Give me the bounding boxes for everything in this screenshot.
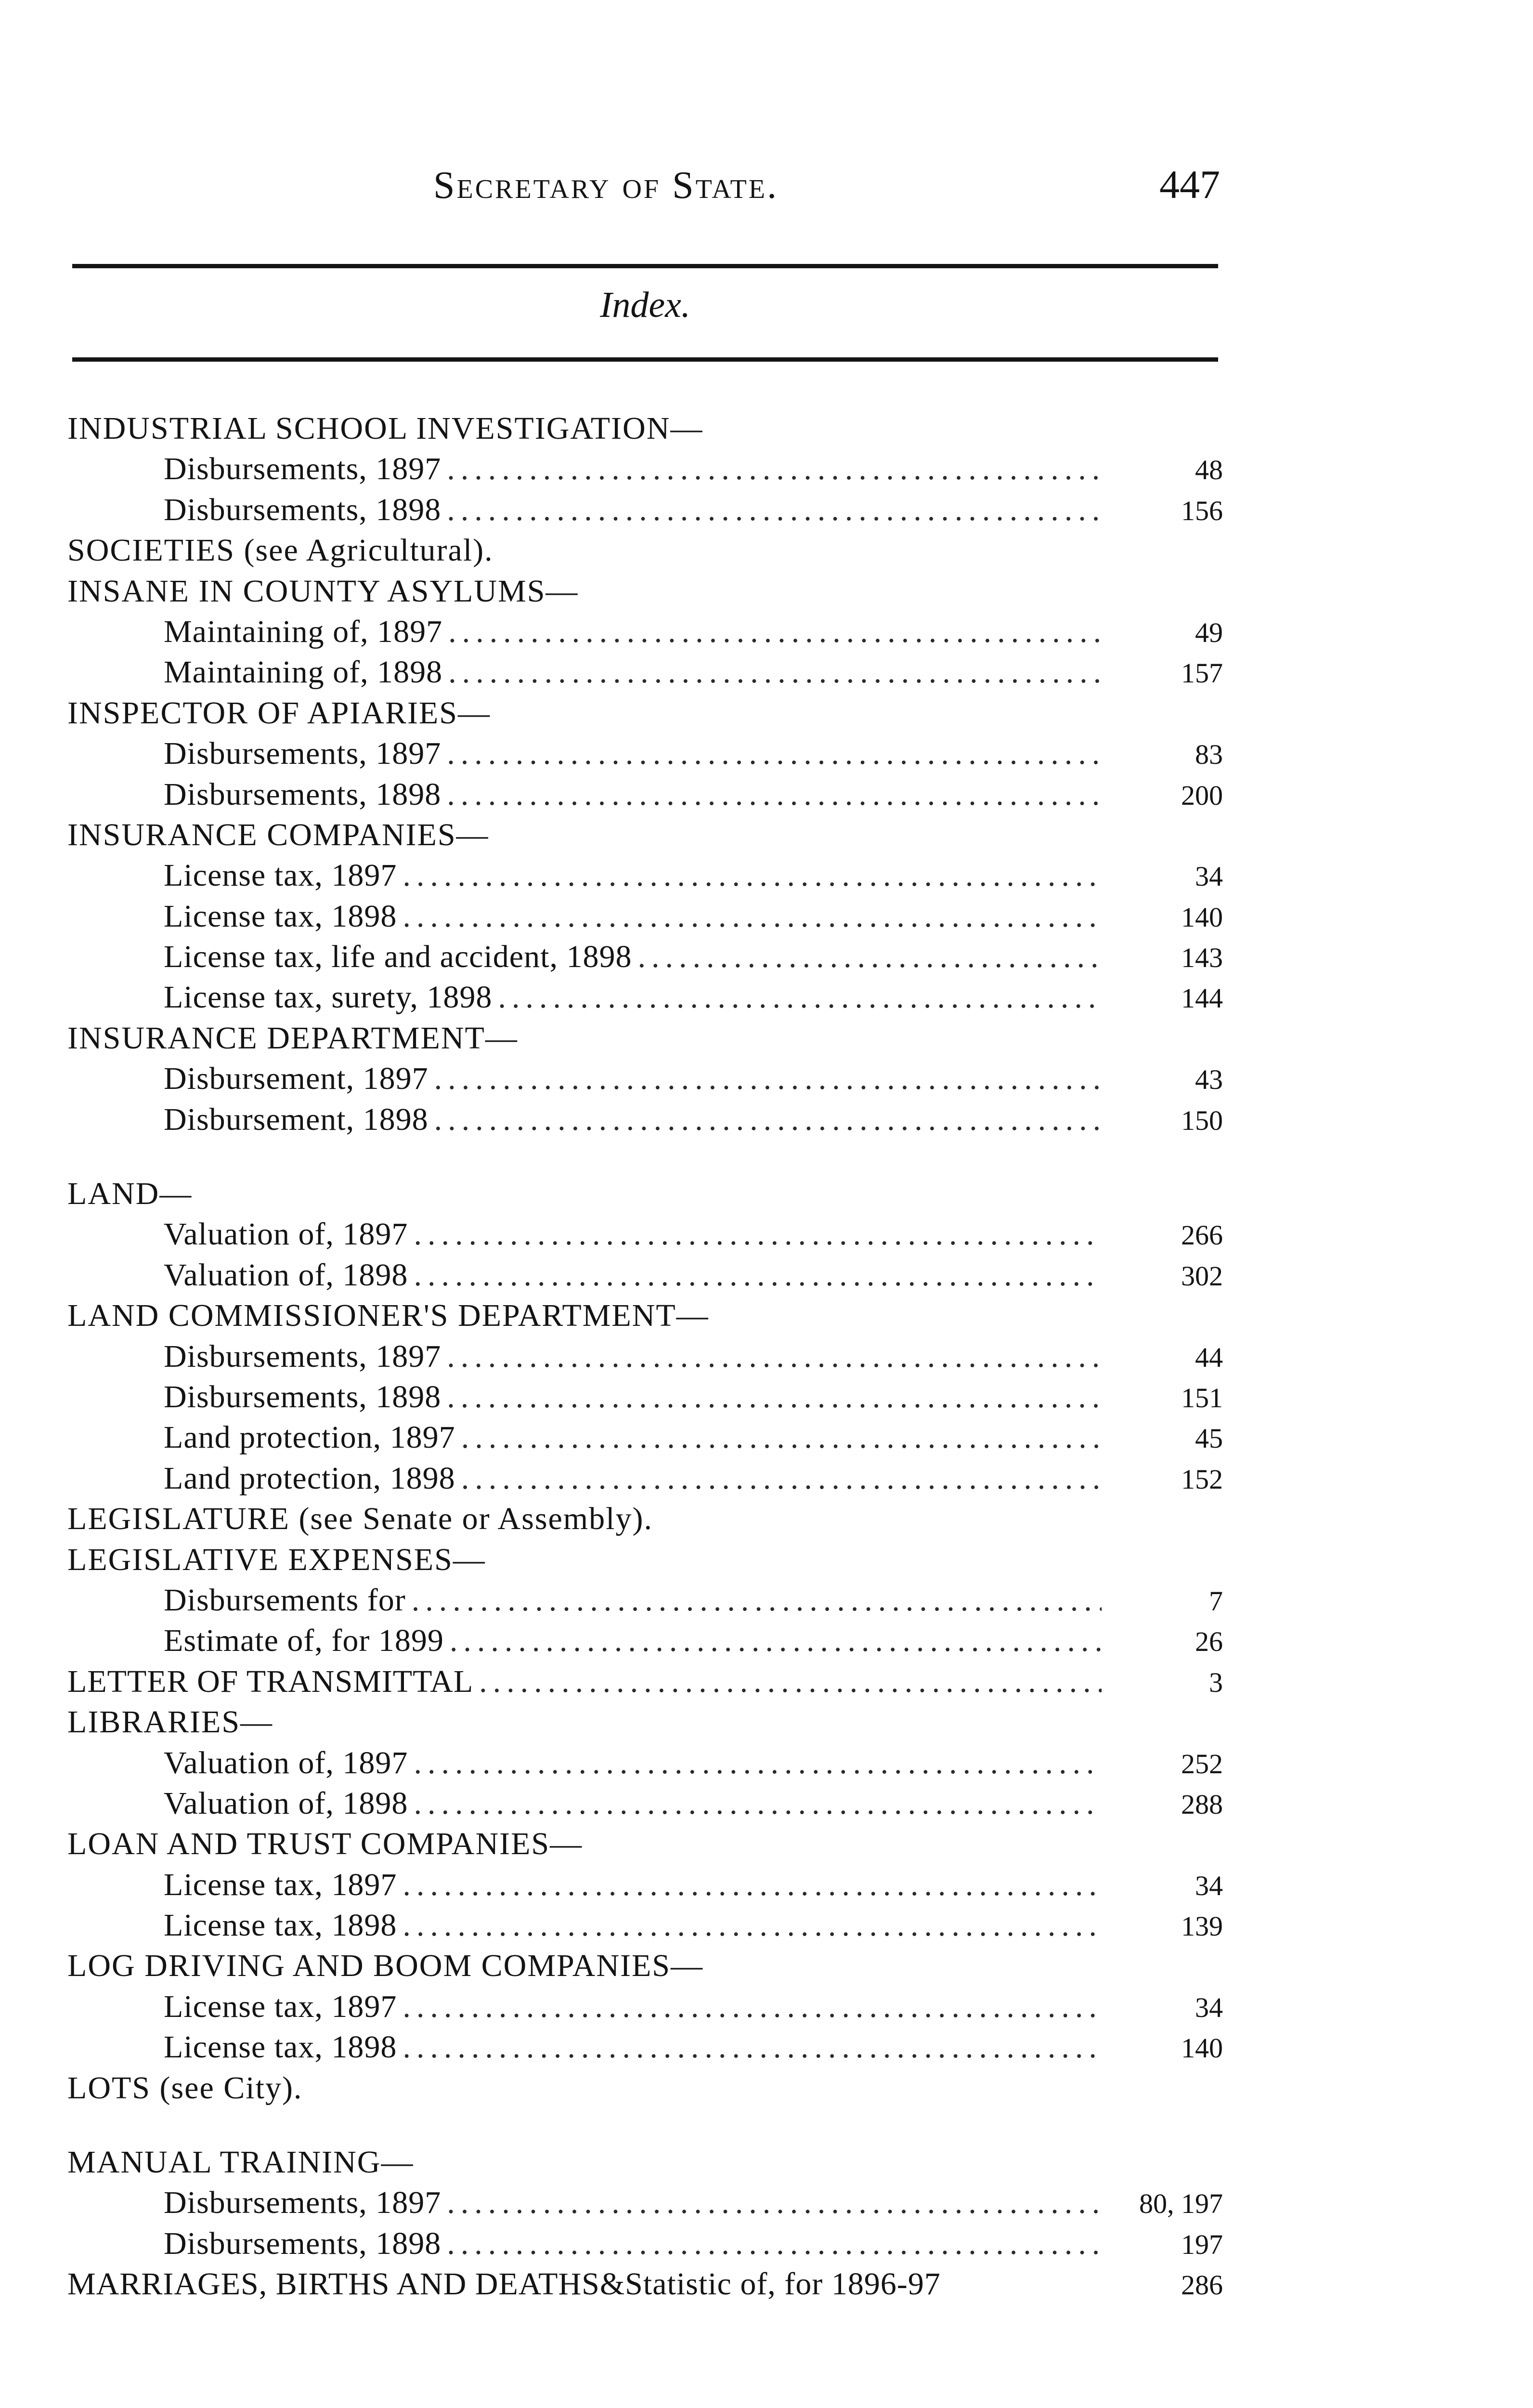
index-heading-entry bbox=[67, 2264, 1223, 2304]
index-heading: LEGISLATIVE EXPENSES— bbox=[67, 1542, 486, 1577]
index-entry bbox=[67, 1783, 1223, 1824]
index-entry-label: Estimate of, for 1899 bbox=[164, 1623, 444, 1659]
index-entry bbox=[67, 1336, 1223, 1377]
index-heading: LIBRARIES— bbox=[67, 1704, 273, 1740]
index-entry-pages: 140 bbox=[1181, 2032, 1223, 2064]
index-entry-label: Disbursements, 1898 bbox=[164, 2225, 442, 2261]
index-entry bbox=[67, 1099, 1223, 1140]
index-entry-pages: 83 bbox=[1195, 739, 1223, 771]
index-entry-pages: 34 bbox=[1195, 1991, 1223, 2023]
index-entry-pages: 26 bbox=[1195, 1626, 1223, 1658]
index-entry-pages: 44 bbox=[1195, 1341, 1223, 1373]
index-entry-label: Disbursement, 1898 bbox=[164, 1101, 429, 1137]
dot-leader bbox=[461, 1417, 1102, 1458]
index-heading: LOTS (see City). bbox=[67, 2070, 303, 2106]
dot-leader bbox=[637, 937, 1102, 977]
index-entry-pages: 152 bbox=[1181, 1463, 1223, 1495]
index-entry bbox=[67, 855, 1223, 896]
index-entry bbox=[67, 2183, 1223, 2223]
index-entry-pages: 45 bbox=[1195, 1423, 1223, 1454]
index-entry-pages: 200 bbox=[1181, 779, 1223, 811]
index-entry bbox=[67, 1865, 1223, 1905]
dot-leader bbox=[447, 733, 1102, 774]
index-entry bbox=[67, 1255, 1223, 1296]
dot-leader bbox=[434, 1099, 1102, 1140]
dot-leader bbox=[414, 1214, 1102, 1255]
section-title: Index. bbox=[600, 285, 690, 325]
index-entry-pages: 43 bbox=[1195, 1064, 1223, 1096]
dot-leader bbox=[403, 2027, 1102, 2068]
page-number: 447 bbox=[1159, 162, 1220, 207]
index-entry-pages: 80, 197 bbox=[1139, 2188, 1223, 2220]
index-heading: LAND— bbox=[67, 1176, 193, 1212]
index-heading: INDUSTRIAL SCHOOL INVESTIGATION— bbox=[67, 411, 703, 446]
index-entry-label: License tax, 1898 bbox=[164, 898, 397, 934]
dot-leader bbox=[450, 1621, 1102, 1661]
dot-leader bbox=[403, 896, 1102, 937]
index-spacer bbox=[67, 2108, 1223, 2142]
index-entry-pages: 144 bbox=[1181, 982, 1223, 1014]
index-entry-label: Maintaining of, 1898 bbox=[164, 654, 443, 690]
index-entry-pages: 140 bbox=[1181, 901, 1223, 933]
index-entry-pages: 7 bbox=[1209, 1585, 1223, 1617]
dot-leader bbox=[403, 855, 1102, 896]
index-entry bbox=[67, 1621, 1223, 1661]
index-entry-label: License tax, 1898 bbox=[164, 1908, 397, 1943]
index-entry-pages: 139 bbox=[1181, 1911, 1223, 1942]
dot-leader bbox=[447, 2224, 1102, 2264]
index-entry-pages: 288 bbox=[1181, 1788, 1223, 1820]
index-entry-pages: 157 bbox=[1181, 657, 1223, 689]
dot-leader bbox=[461, 1458, 1102, 1499]
dot-leader bbox=[447, 490, 1102, 530]
index-heading: INSURANCE DEPARTMENT— bbox=[67, 1020, 518, 1056]
index-entry-pages: 197 bbox=[1181, 2228, 1223, 2260]
dot-leader bbox=[447, 774, 1102, 815]
index-heading-entry bbox=[67, 1662, 1223, 1702]
dot-leader bbox=[434, 1059, 1102, 1099]
index-entry bbox=[67, 977, 1223, 1018]
dot-leader bbox=[414, 1743, 1102, 1783]
index-entry-pages: 143 bbox=[1181, 942, 1223, 974]
dot-leader bbox=[498, 977, 1102, 1018]
index-entry-label: Disbursements, 1897 bbox=[164, 1338, 442, 1374]
index-entry-pages: 156 bbox=[1181, 495, 1223, 526]
index-entry bbox=[67, 1458, 1223, 1499]
index-entry-label: License tax, 1897 bbox=[164, 858, 397, 893]
index-entry-label: Disbursements, 1897 bbox=[164, 2185, 442, 2221]
index-entry bbox=[67, 449, 1223, 489]
index-entry bbox=[67, 1905, 1223, 1946]
index-entry bbox=[67, 1743, 1223, 1783]
index-entry-label: Disbursements, 1898 bbox=[164, 776, 442, 812]
index-entry-label: Land protection, 1897 bbox=[164, 1420, 455, 1455]
index-entry-pages: 151 bbox=[1181, 1382, 1223, 1413]
index-entry bbox=[67, 1580, 1223, 1621]
index-heading: LOAN AND TRUST COMPANIES— bbox=[67, 1826, 583, 1862]
index-entry bbox=[67, 612, 1223, 652]
dot-leader bbox=[447, 1377, 1102, 1417]
index-entry-label: License tax, life and accident, 1898 bbox=[164, 939, 632, 975]
index-entry-label: License tax, 1897 bbox=[164, 1867, 397, 1902]
index-entry-pages: 49 bbox=[1195, 616, 1223, 648]
index-entry bbox=[67, 2027, 1223, 2068]
bottom-rule bbox=[72, 357, 1218, 362]
dot-leader bbox=[414, 1255, 1102, 1296]
running-title-part1: Secretary bbox=[433, 164, 611, 207]
index-entry-label: Valuation of, 1898 bbox=[164, 1257, 408, 1293]
dot-leader bbox=[414, 1783, 1102, 1824]
index-heading: LAND COMMISSIONER'S DEPARTMENT— bbox=[67, 1298, 709, 1334]
index-heading: LEGISLATURE (see Senate or Assembly). bbox=[67, 1501, 653, 1537]
index-heading: LOG DRIVING AND BOOM COMPANIES— bbox=[67, 1948, 703, 1984]
running-head bbox=[433, 164, 779, 208]
index-entry-label: Disbursements, 1898 bbox=[164, 1379, 442, 1414]
running-title-of: of bbox=[622, 164, 661, 207]
dot-leader bbox=[403, 1865, 1102, 1905]
dot-leader bbox=[448, 612, 1102, 652]
index-entry-label: Valuation of, 1897 bbox=[164, 1217, 408, 1252]
index-entry-label: Maintaining of, 1897 bbox=[164, 614, 443, 649]
index-entry bbox=[67, 1417, 1223, 1458]
index-entry bbox=[67, 490, 1223, 530]
index-entry-pages: 34 bbox=[1195, 861, 1223, 892]
dot-leader bbox=[447, 1336, 1102, 1377]
index-entry-pages: 286 bbox=[1181, 2269, 1223, 2301]
index-spacer bbox=[67, 1140, 1223, 1174]
index-entry bbox=[67, 896, 1223, 937]
index-entry bbox=[67, 1377, 1223, 1417]
dot-leader bbox=[447, 2183, 1102, 2223]
index-entry-pages: 48 bbox=[1195, 454, 1223, 486]
index-entry-label: Disbursements, 1898 bbox=[164, 492, 442, 527]
index-entry bbox=[67, 774, 1223, 815]
index-entry-pages: 252 bbox=[1181, 1748, 1223, 1780]
index-entry-label: MARRIAGES, BIRTHS AND DEATHS&Statistic of, for 1896-97 bbox=[67, 2266, 941, 2302]
index-entry-label: Valuation of, 1897 bbox=[164, 1745, 408, 1780]
index-entry bbox=[67, 2224, 1223, 2264]
running-title-part2: State. bbox=[672, 164, 779, 207]
dot-leader bbox=[448, 652, 1102, 693]
index-entry bbox=[67, 1214, 1223, 1255]
dot-leader bbox=[479, 1662, 1102, 1702]
index-entry-pages: 266 bbox=[1181, 1219, 1223, 1251]
index-entry bbox=[67, 733, 1223, 774]
index-heading: INSURANCE COMPANIES— bbox=[67, 817, 489, 852]
index-entry-label: Disbursements for bbox=[164, 1582, 406, 1618]
index-entry-label: Disbursement, 1897 bbox=[164, 1061, 429, 1097]
index-entry-label: LETTER OF TRANSMITTAL bbox=[67, 1663, 474, 1699]
index-entry-label: Valuation of, 1898 bbox=[164, 1785, 408, 1821]
index-entry-pages: 150 bbox=[1181, 1104, 1223, 1136]
index-entry-label: Land protection, 1898 bbox=[164, 1460, 455, 1496]
index-entry-label: Disbursements, 1897 bbox=[164, 451, 442, 487]
index-heading: SOCIETIES (see Agricultural). bbox=[67, 533, 494, 568]
index-entry-label: License tax, 1897 bbox=[164, 1989, 397, 2024]
index-entry bbox=[67, 652, 1223, 693]
index-entry bbox=[67, 937, 1223, 977]
dot-leader bbox=[412, 1580, 1102, 1621]
index-entry-label: License tax, surety, 1898 bbox=[164, 980, 493, 1015]
index-heading: INSPECTOR OF APIARIES— bbox=[67, 695, 491, 731]
index-entry bbox=[67, 1059, 1223, 1099]
top-rule bbox=[72, 264, 1218, 268]
index-entry-pages: 34 bbox=[1195, 1870, 1223, 1901]
index-entry-pages: 3 bbox=[1209, 1666, 1223, 1698]
dot-leader bbox=[403, 1905, 1102, 1946]
dot-leader bbox=[447, 449, 1102, 489]
index-entry bbox=[67, 1987, 1223, 2027]
index-heading: MANUAL TRAINING— bbox=[67, 2145, 414, 2180]
index-heading: INSANE IN COUNTY ASYLUMS— bbox=[67, 573, 579, 609]
index-entry-label: License tax, 1898 bbox=[164, 2029, 397, 2065]
index-list bbox=[67, 408, 1223, 2305]
index-entry-pages: 302 bbox=[1181, 1260, 1223, 1292]
index-entry-label: Disbursements, 1897 bbox=[164, 736, 442, 772]
dot-leader bbox=[403, 1987, 1102, 2027]
